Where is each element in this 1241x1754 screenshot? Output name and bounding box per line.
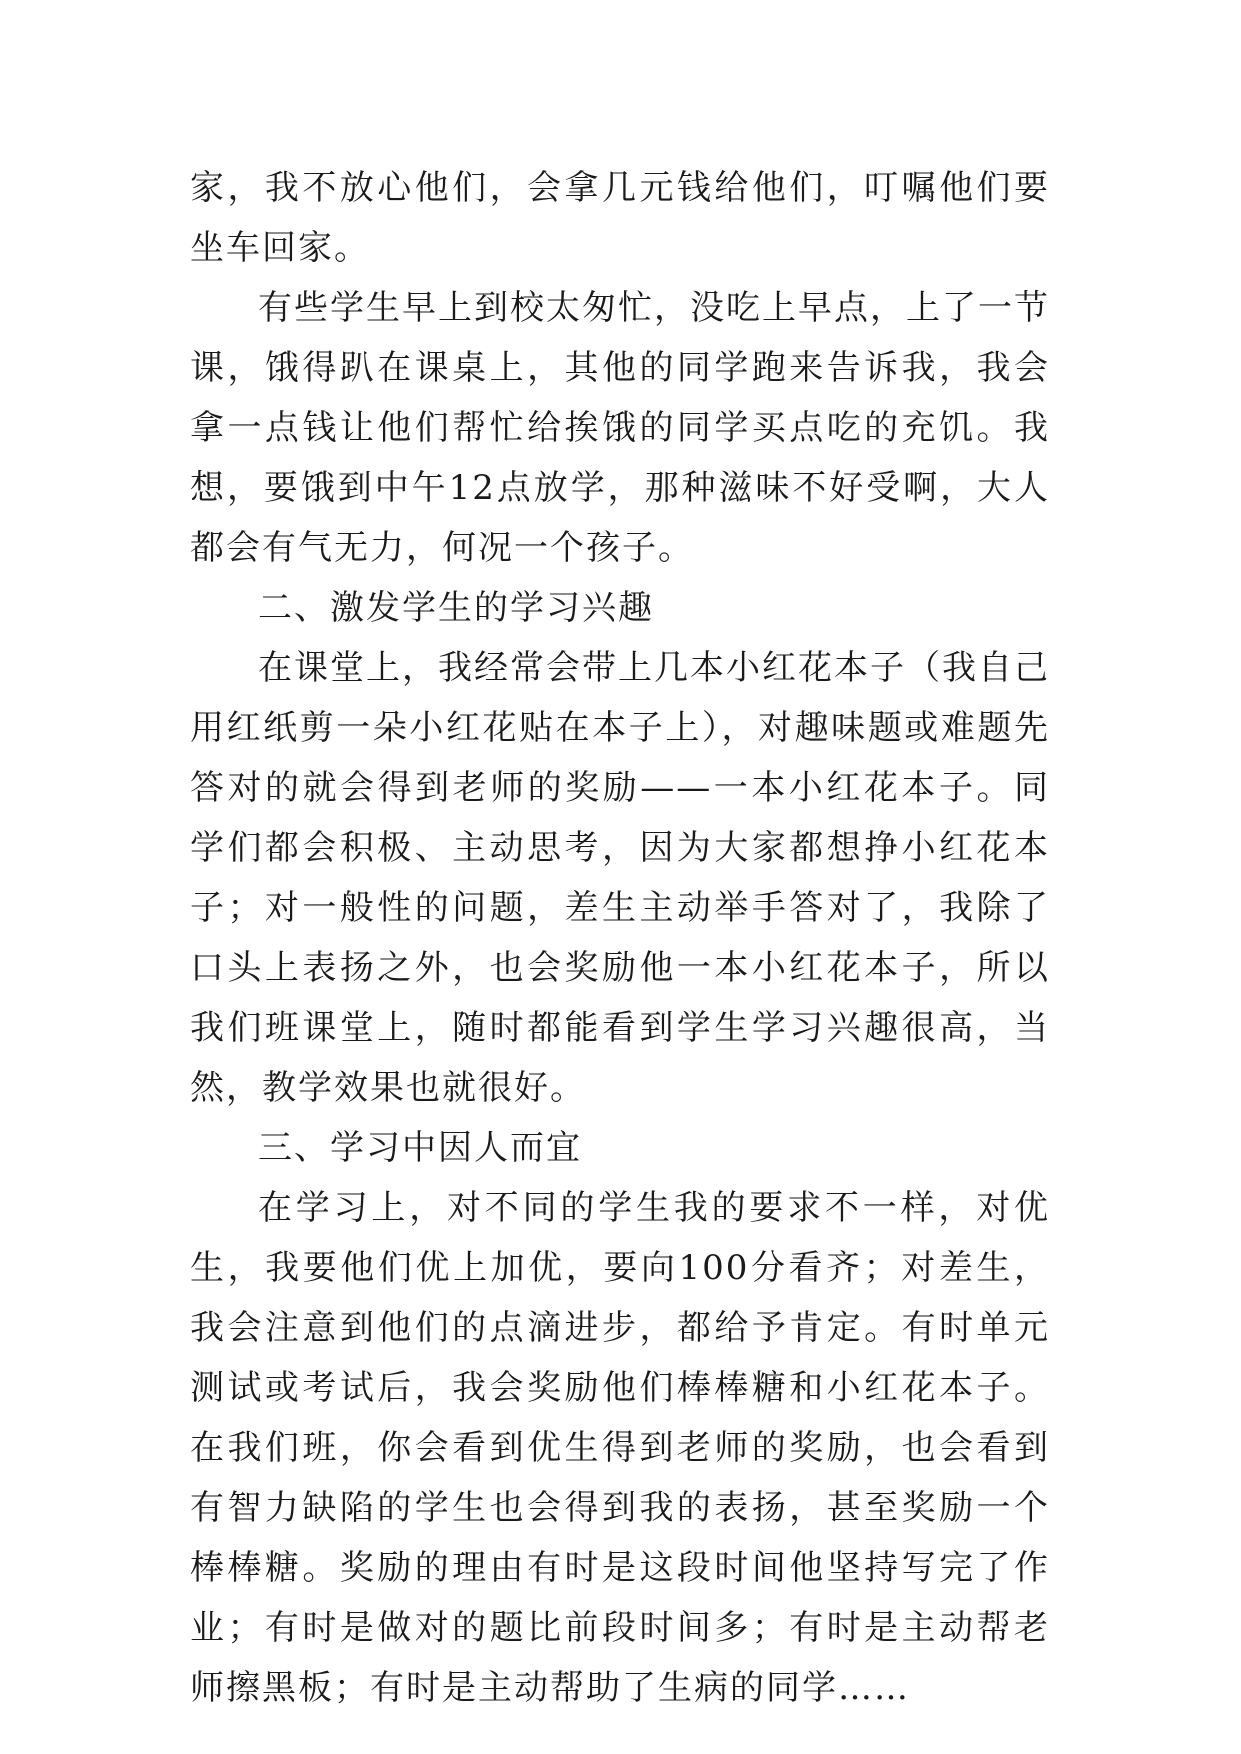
paragraph-red-flower: 在课堂上，我经常会带上几本小红花本子（我自己用红纸剪一朵小红花贴在本子上），对趣味题或难题先答对的就会得到老师的奖励——一本小红花本子。同学们都会积极、主动思考，因为大家都想挣小红花本子；对一般性的问题，差生主动举手答对了，我除了口头上表扬之外，也会奖励他一本小红花本子，所以我们班课堂上，随时都能看到学生学习兴趣很高，当然，教学效果也就很好。 bbox=[190, 648, 1050, 1108]
section-heading-individual: 三、学习中因人而宜 bbox=[258, 1128, 582, 1168]
section-heading-interest: 二、激发学生的学习兴趣 bbox=[258, 588, 654, 628]
paragraph-continuation: 家，我不放心他们，会拿几元钱给他们，叮嘱他们要坐车回家。 bbox=[190, 168, 1050, 268]
paragraph-breakfast: 有些学生早上到校太匆忙，没吃上早点，上了一节课，饿得趴在课桌上，其他的同学跑来告诉我，我会拿一点钱让他们帮忙给挨饿的同学买点吃的充饥。我想，要饿到中午12点放学，那种滋味不好受啊，大人都会有气无力，何况一个孩子。 bbox=[190, 288, 1050, 568]
paragraph-different-requirements: 在学习上，对不同的学生我的要求不一样，对优生，我要他们优上加优，要向100分看齐；对差生，我会注意到他们的点滴进步，都给予肯定。有时单元测试或考试后，我会奖励他们棒棒糖和小红花本子。在我们班，你会看到优生得到老师的奖励，也会看到有智力缺陷的学生也会得到我的表扬，甚至奖励一个棒棒糖。奖励的理由有时是这段时间他坚持写完了作业；有时是做对的题比前段时间多；有时是主动帮老师擦黑板；有时是主动帮助了生病的同学…… bbox=[190, 1188, 1050, 1708]
document-body bbox=[190, 158, 1050, 1718]
